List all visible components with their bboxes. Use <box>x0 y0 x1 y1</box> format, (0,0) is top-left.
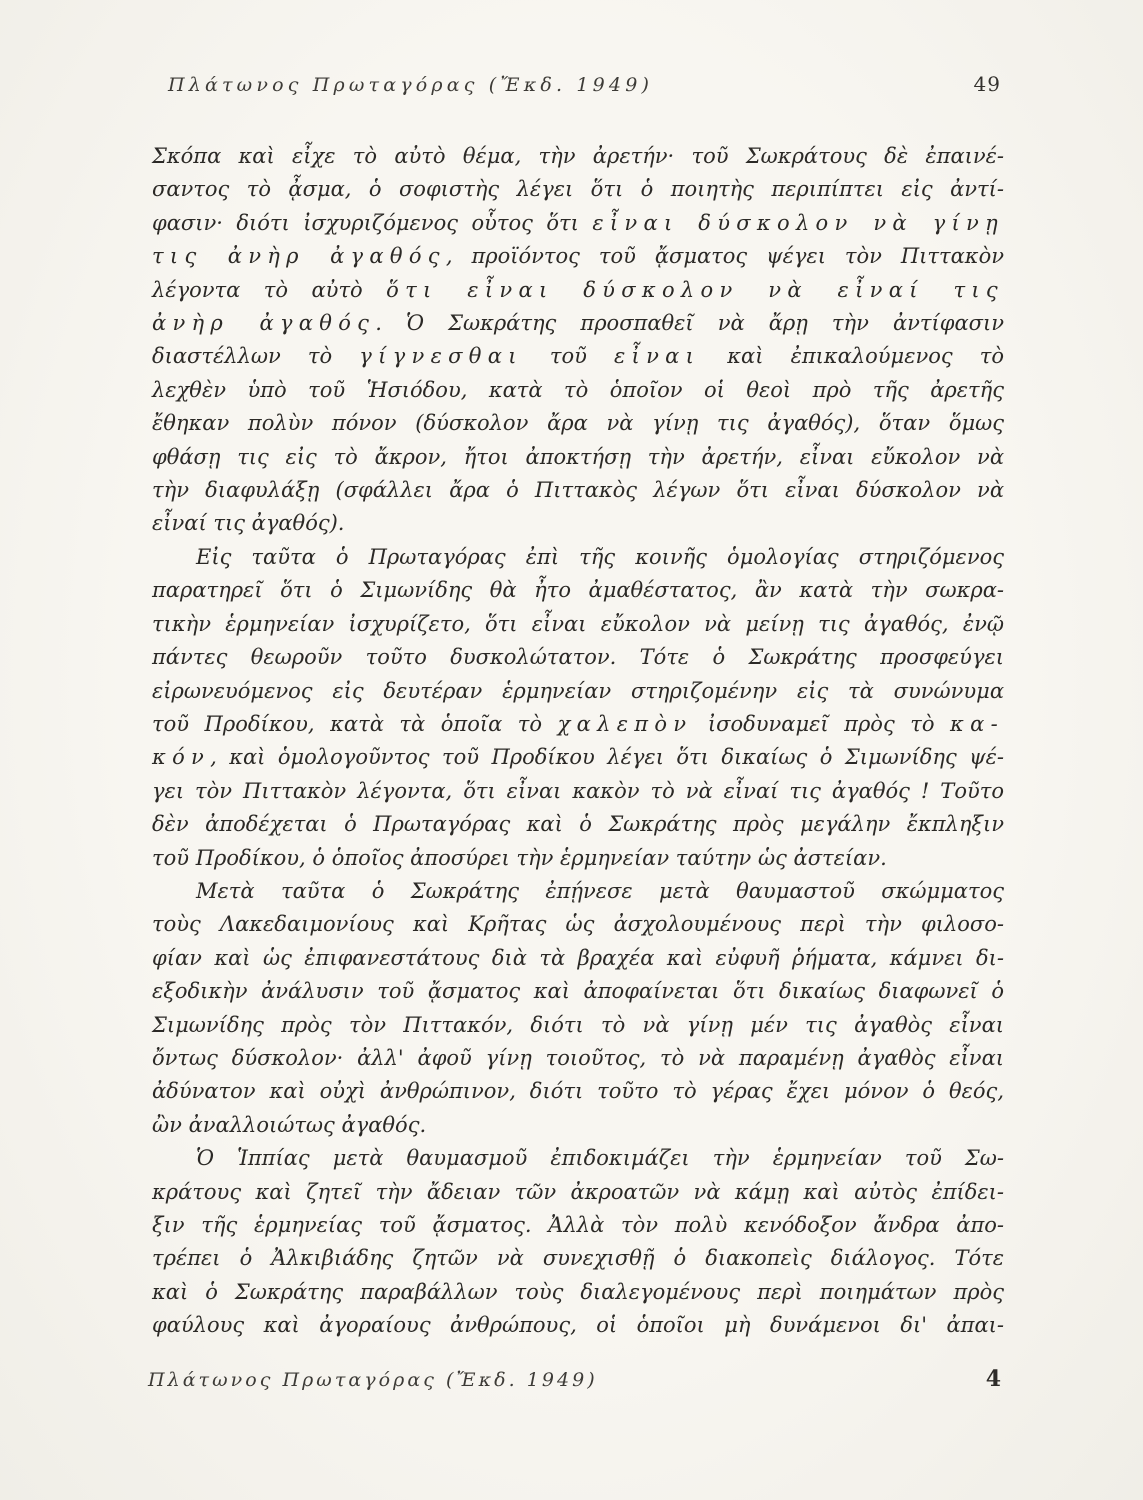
text-line <box>152 975 1004 1008</box>
text-segment: τὴν διαφυλάξῃ (σφάλλει ἄρα ὁ Πιττακὸς λέγων ὅτι εἶναι δύσκολον νὰ <box>152 478 1004 503</box>
text-segment: φίαν καὶ ὡς ἐπιφανεστάτους διὰ τὰ βραχέα καὶ εὐφυῆ ῥήματα, κάμνει δι- <box>152 945 1004 970</box>
text-segment: τρέπει ὁ Ἀλκιβιάδης ζητῶν νὰ συνεχισθῇ ὁ διακοπεὶς διάλογος. Τότε <box>152 1246 1004 1271</box>
running-header <box>168 72 1001 96</box>
emphasized-text: γίγνεσθαι <box>359 344 523 369</box>
text-segment: εἶναί τις ἀγαθός). <box>152 511 345 536</box>
text-segment: τοῦ Προδίκου, κατὰ τὰ ὁποῖα τὸ <box>152 711 558 736</box>
text-body <box>152 140 1004 1343</box>
text-segment: κράτους καὶ ζητεῖ τὴν ἄδειαν τῶν ἀκροατῶν νὰ κάμῃ καὶ αὐτὸς ἐπίδει- <box>152 1179 1004 1204</box>
text-line <box>152 1042 1004 1075</box>
running-footer <box>148 1366 1001 1392</box>
text-segment: Εἰς ταῦτα ὁ Πρωταγόρας ἐπὶ τῆς κοινῆς ὁμολογίας στηριζόμενος <box>196 544 1004 569</box>
text-line <box>152 775 1004 808</box>
text-line <box>152 240 1004 273</box>
text-line <box>152 307 1004 340</box>
text-segment: ἀδύνατον καὶ οὐχὶ ἀνθρώπινον, διότι τοῦτο τὸ γέρας ἔχει μόνον ὁ θεός, <box>152 1079 1004 1104</box>
text-segment: . Ὁ Σωκράτης προσπαθεῖ νὰ ἄρῃ τὴν ἀντίφασιν <box>375 311 1004 336</box>
text-line <box>152 507 1004 540</box>
text-line <box>152 1309 1004 1342</box>
text-line <box>152 207 1004 240</box>
text-line <box>152 1142 1004 1175</box>
text-segment: τικὴν ἑρμηνείαν ἰσχυρίζετο, ὅτι εἶναι εὔκολον νὰ μείνῃ τις ἀγαθός, ἐνῷ <box>152 611 1004 636</box>
text-line <box>152 608 1004 641</box>
text-line <box>152 875 1004 908</box>
emphasized-text: κα- <box>950 711 1004 736</box>
text-segment: ὢν ἀναλλοιώτως ἀγαθός. <box>152 1112 427 1137</box>
text-line <box>152 1075 1004 1108</box>
text-segment: γει τὸν Πιττακὸν λέγοντα, ὅτι εἶναι κακὸν τὸ νὰ εἶναί τις ἀγαθός ! Τοῦτο <box>152 778 1004 803</box>
text-segment: καὶ ἐπικαλούμενος τὸ <box>700 344 1004 369</box>
text-line <box>152 908 1004 941</box>
paragraph <box>152 1142 1004 1342</box>
paragraph <box>152 541 1004 875</box>
text-segment: ἔθηκαν πολὺν πόνον (δύσκολον ἄρα νὰ γίνῃ τις ἀγαθός), ὅταν ὅμως <box>152 411 1004 436</box>
text-line <box>152 1109 1004 1142</box>
text-line <box>152 675 1004 708</box>
text-segment: Σιμωνίδης πρὸς τὸν Πιττακόν, διότι τὸ νὰ γίνῃ μέν τις ἀγαθὸς εἶναι <box>152 1012 1004 1037</box>
paragraph <box>152 875 1004 1142</box>
text-segment: εἰρωνευόμενος εἰς δευτέραν ἑρμηνείαν στηριζομένην εἰς τὰ συνώνυμα <box>152 678 1004 703</box>
text-line <box>152 842 1004 875</box>
text-line <box>152 474 1004 507</box>
text-line <box>152 340 1004 373</box>
header-title: Πλάτωνος Πρωταγόρας (Ἔκδ. 1949) <box>168 74 654 96</box>
text-segment: πάντες θεωροῦν τοῦτο δυσκολώτατον. Τότε ὁ Σωκράτης προσφεύγει <box>152 645 1004 670</box>
text-segment: λέγοντα τὸ αὐτὸ <box>152 277 387 302</box>
text-segment: ὄντως δύσκολον· ἀλλ' ἀφοῦ γίνῃ τοιοῦτος, τὸ νὰ παραμένῃ ἀγαθὸς εἶναι <box>152 1045 1004 1070</box>
text-line <box>152 1009 1004 1042</box>
text-segment: τοῦ <box>522 344 614 369</box>
text-segment: ἰσοδυναμεῖ πρὸς τὸ <box>692 711 951 736</box>
text-line <box>152 708 1004 741</box>
emphasized-text: εἶναι <box>613 344 701 369</box>
text-segment: διαστέλλων τὸ <box>152 344 360 369</box>
emphasized-text: εἶναι δύσκολον νὰ γίνῃ <box>592 210 1004 235</box>
emphasized-text: ἀνὴρ ἀγαθός <box>152 311 376 336</box>
text-line <box>152 441 1004 474</box>
text-segment: ξιν τῆς ἑρμηνείας τοῦ ᾄσματος. Ἀλλὰ τὸν πολὺ κενόδοξον ἄνδρα ἀπο- <box>152 1213 1004 1237</box>
text-line <box>152 374 1004 407</box>
text-segment: φασιν· διότι ἰσχυριζόμενος οὗτος ὅτι <box>152 210 593 235</box>
text-line <box>152 808 1004 841</box>
text-line <box>152 1176 1004 1209</box>
footer-title: Πλάτωνος Πρωταγόρας (Ἔκδ. 1949) <box>148 1369 598 1391</box>
text-segment: Μετὰ ταῦτα ὁ Σωκράτης ἐπῄνεσε μετὰ θαυμαστοῦ σκώμματος <box>196 878 1004 903</box>
paragraph <box>152 140 1004 541</box>
text-segment: , καὶ ὁμολογοῦντος τοῦ Προδίκου λέγει ὅτι δικαίως ὁ Σιμωνίδης ψέ- <box>210 745 1004 770</box>
text-line <box>152 1209 1004 1242</box>
text-segment: φαύλους καὶ ἀγοραίους ἀνθρώπους, οἱ ὁποῖοι μὴ δυνάμενοι δι' ἀπαι- <box>152 1313 1004 1338</box>
text-line <box>152 741 1004 774</box>
emphasized-text: τις ἀνὴρ ἀγαθός <box>152 244 446 269</box>
emphasized-text: ὅτι εἶναι δύσκολον νὰ εἶναί τις <box>386 277 1004 302</box>
text-segment: , προϊόντος τοῦ ᾄσματος ψέγει τὸν Πιττακὸν <box>445 244 1004 269</box>
header-page-number: 49 <box>973 72 1001 96</box>
text-line <box>152 1276 1004 1309</box>
text-line <box>152 140 1004 173</box>
text-line <box>152 641 1004 674</box>
emphasized-text: χαλεπὸν <box>557 711 693 736</box>
text-segment: τοὺς Λακεδαιμονίους καὶ Κρῆτας ὡς ἀσχολουμένους περὶ τὴν φιλοσο- <box>152 912 1004 937</box>
text-segment: λεχθὲν ὑπὸ τοῦ Ἡσιόδου, κατὰ τὸ ὁποῖον οἱ θεοὶ πρὸ τῆς ἀρετῆς <box>152 377 1004 402</box>
text-line <box>152 541 1004 574</box>
footer-signature-number: 4 <box>985 1366 1001 1392</box>
text-line <box>152 173 1004 206</box>
text-segment: παρατηρεῖ ὅτι ὁ Σιμωνίδης θὰ ἦτο ἀμαθέστατος, ἂν κατὰ τὴν σωκρα- <box>152 578 1004 603</box>
text-line <box>152 274 1004 307</box>
text-segment: Ὁ Ἱππίας μετὰ θαυμασμοῦ ἐπιδοκιμάζει τὴν ἑρμηνείαν τοῦ Σω- <box>196 1146 1004 1171</box>
text-line <box>152 407 1004 440</box>
text-segment: τοῦ Προδίκου, ὁ ὁποῖος ἀποσύρει τὴν ἑρμηνείαν ταύτην ὡς ἀστείαν. <box>152 845 887 870</box>
text-segment: σαντος τὸ ᾆσμα, ὁ σοφιστὴς λέγει ὅτι ὁ ποιητὴς περιπίπτει εἰς ἀντί- <box>152 177 1004 202</box>
text-line <box>152 1242 1004 1275</box>
text-segment: φθάσῃ τις εἰς τὸ ἄκρον, ἤτοι ἀποκτήσῃ τὴν ἀρετήν, εἶναι εὔκολον νὰ <box>152 444 1004 469</box>
text-segment: δὲν ἀποδέχεται ὁ Πρωταγόρας καὶ ὁ Σωκράτης πρὸς μεγάλην ἔκπληξιν <box>152 812 1004 837</box>
text-line <box>152 574 1004 607</box>
text-segment: καὶ ὁ Σωκράτης παραβάλλων τοὺς διαλεγομένους περὶ ποιημάτων πρὸς <box>152 1279 1004 1304</box>
text-line <box>152 942 1004 975</box>
text-segment: Σκόπα καὶ εἶχε τὸ αὐτὸ θέμα, τὴν ἀρετήν· τοῦ Σωκράτους δὲ ἐπαινέ- <box>152 144 1004 168</box>
text-segment: εξοδικὴν ἀνάλυσιν τοῦ ᾄσματος καὶ ἀποφαίνεται ὅτι δικαίως διαφωνεῖ ὁ <box>152 979 1004 1004</box>
emphasized-text: κόν <box>152 745 211 770</box>
